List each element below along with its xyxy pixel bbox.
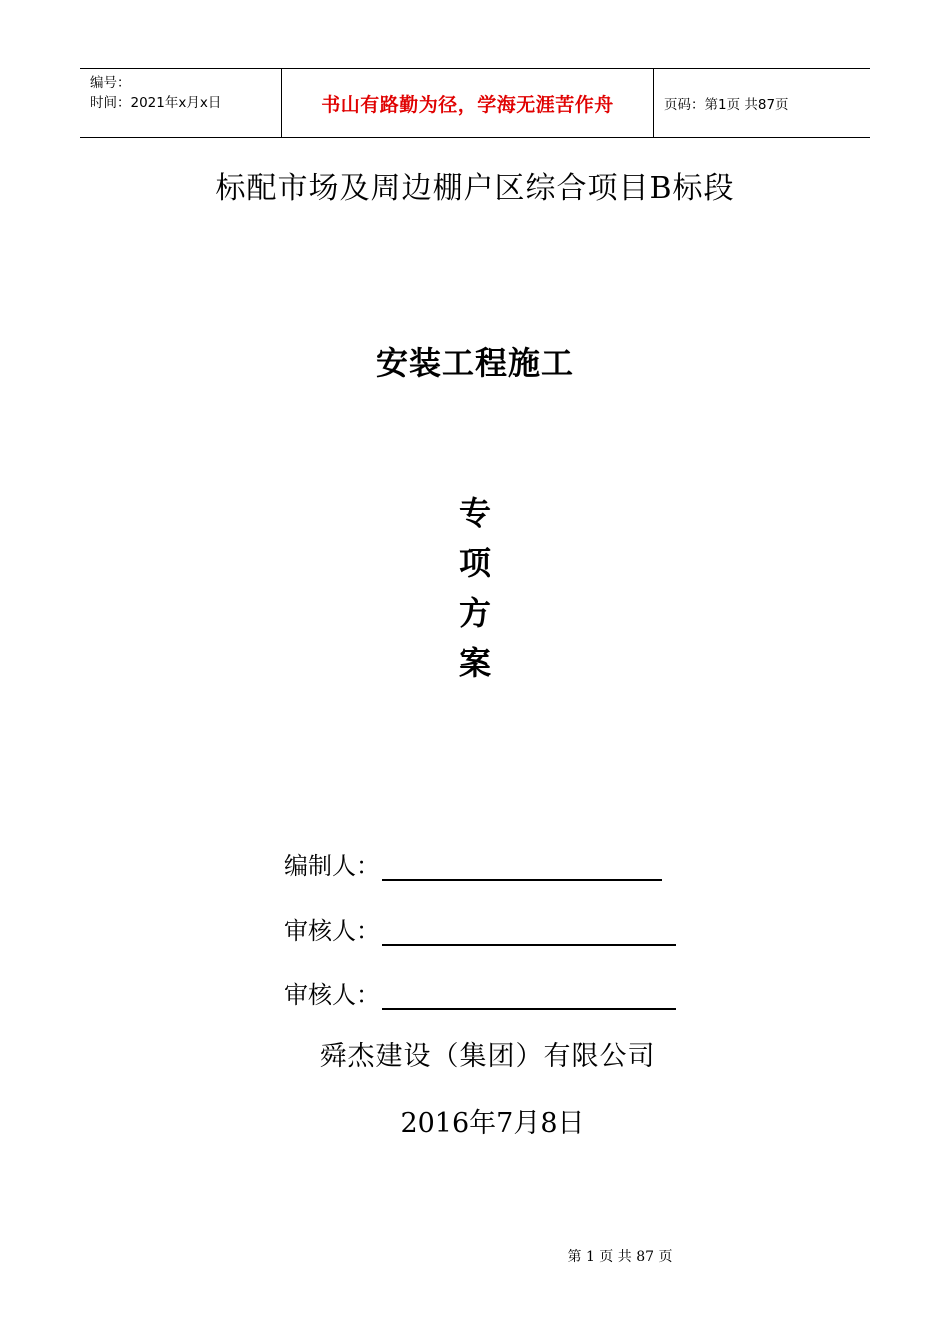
signature-row-preparer bbox=[284, 846, 662, 881]
signature-line bbox=[382, 920, 676, 946]
vertical-title bbox=[455, 488, 495, 688]
document-number-label: 编号： bbox=[90, 75, 131, 91]
document-date: 2016年7月8日 bbox=[400, 1108, 585, 1139]
header-page-info: 页码：第1页 共87页 bbox=[664, 97, 789, 113]
company-name: 舜杰建设（集团）有限公司 bbox=[319, 1041, 656, 1072]
signature-line bbox=[382, 984, 676, 1010]
signature-label: 审核人： bbox=[284, 981, 380, 1009]
vertical-title-char: 专 bbox=[458, 494, 491, 532]
vertical-title-char: 方 bbox=[458, 594, 491, 632]
header-motto-cell bbox=[281, 69, 654, 137]
signature-label: 审核人： bbox=[284, 917, 380, 945]
vertical-title-char: 项 bbox=[458, 544, 491, 582]
signature-label: 编制人： bbox=[284, 852, 380, 880]
signature-line bbox=[382, 855, 662, 881]
project-title: 标配市场及周边棚户区综合项目B标段 bbox=[215, 171, 735, 206]
document-time-label: 时间：2021年x月x日 bbox=[90, 95, 222, 111]
header-motto: 书山有路勤为径，学海无涯苦作舟 bbox=[321, 93, 614, 116]
signature-row-reviewer-1 bbox=[284, 911, 676, 946]
header-left-cell bbox=[80, 69, 281, 137]
page-header bbox=[80, 68, 870, 138]
signature-row-reviewer-2 bbox=[284, 975, 676, 1010]
page-footer: 第 1 页 共 87 页 bbox=[567, 1249, 673, 1265]
main-title: 安装工程施工 bbox=[375, 344, 574, 382]
vertical-title-char: 案 bbox=[458, 644, 491, 682]
